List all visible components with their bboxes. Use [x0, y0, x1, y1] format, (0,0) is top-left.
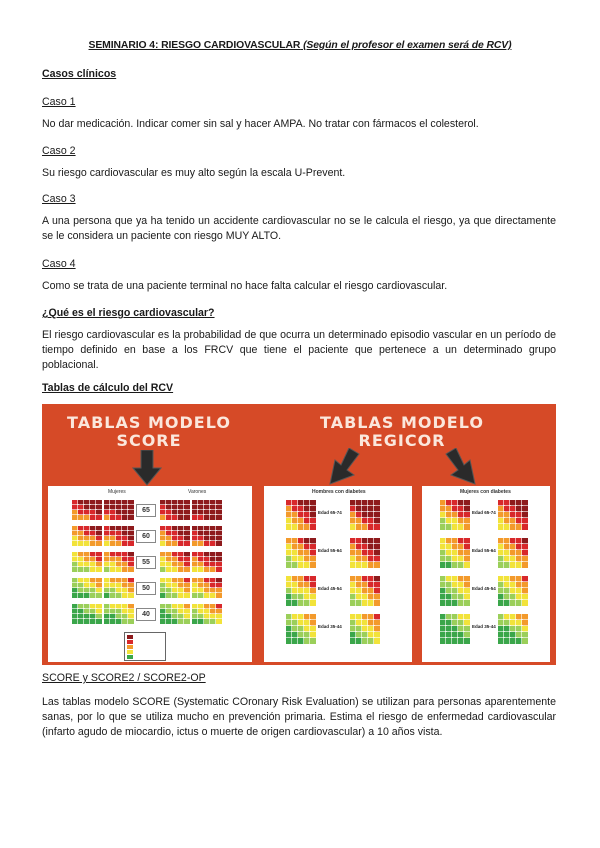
regicor-risk-cell: [310, 524, 316, 530]
regicor-age-label: Edad 55-64: [318, 548, 342, 553]
regicor-risk-cell: [464, 524, 470, 530]
regicor-risk-cell: [374, 562, 380, 568]
definition-heading: ¿Qué es el riesgo cardiovascular?: [42, 307, 215, 319]
score-risk-cell: [216, 593, 222, 598]
score-risk-cell: [184, 567, 190, 572]
regicor-risk-cell: [374, 524, 380, 530]
regicor-age-label: Edad 55-64: [472, 548, 496, 553]
score-age-label: 50: [136, 582, 156, 595]
regicor-risk-cell: [310, 562, 316, 568]
arrow-down-right-icon: [444, 448, 478, 486]
score-table-image: [48, 486, 252, 662]
regicor-risk-cell: [374, 600, 380, 606]
score-risk-cell: [184, 593, 190, 598]
score-risk-cell: [96, 515, 102, 520]
definition-text: El riesgo cardiovascular es la probabilidad de que ocurra un determinado episodio vascular en un período de tiempo definido en base a los FRCV que tiene el paciente que pertenece a un determinado grupo poblacional.: [42, 329, 556, 371]
regicor-risk-cell: [522, 562, 528, 568]
score-risk-cell: [128, 567, 134, 572]
page-title: [0, 40, 600, 51]
score-title-line-2: SCORE: [116, 431, 182, 450]
regicor-risk-cell: [464, 600, 470, 606]
case-2-label: Caso 2: [42, 145, 76, 157]
regicor-risk-cell: [374, 638, 380, 644]
regicor-age-label: Edad 35-44: [318, 624, 342, 629]
case-3-text: A una persona que ya ha tenido un accidente cardiovascular no se le calcula el riesgo, ya que directamente se le considera un paciente con riesgo MUY ALTO.: [42, 215, 556, 242]
score-risk-cell: [216, 515, 222, 520]
score-risk-cell: [184, 541, 190, 546]
title-note: (Según el profesor el examen será de RCV): [303, 40, 512, 51]
regicor-risk-cell: [522, 638, 528, 644]
score-risk-cell: [216, 541, 222, 546]
case-1-label: Caso 1: [42, 96, 76, 108]
rcv-tables-infographic: [42, 404, 556, 665]
regicor-risk-cell: [310, 638, 316, 644]
score-risk-cell: [216, 567, 222, 572]
case-2-text: Su riesgo cardiovascular es muy alto según la escala U-Prevent.: [42, 167, 346, 179]
score-risk-cell: [128, 593, 134, 598]
tables-heading: Tablas de cálculo del RCV: [42, 382, 174, 394]
score-risk-cell: [184, 619, 190, 624]
score-risk-cell: [128, 541, 134, 546]
regicor-age-label: Edad 35-44: [472, 624, 496, 629]
score-men-label: Varones: [188, 489, 207, 495]
case-3-label: Caso 3: [42, 193, 76, 205]
score-age-label: 65: [136, 504, 156, 517]
score-risk-cell: [96, 541, 102, 546]
score-title-line-1: TABLAS MODELO: [67, 413, 231, 432]
regicor-title-line-1: TABLAS MODELO: [320, 413, 484, 432]
score-risk-cell: [184, 515, 190, 520]
score-section-text: Las tablas modelo SCORE (Systematic COronary Risk Evaluation) se utilizan para personas aparentemente sanas, por lo que se utiliza mucho en prevención primaria. Estima el riesgo de enfermedad cardiovascular (infarto agudo de miocardio, ictus o muerte de origen cardiovascular) a 10 años vista.: [42, 696, 556, 738]
score-age-label: 55: [136, 556, 156, 569]
score-tables-title: [54, 414, 244, 450]
score-legend: [124, 632, 166, 661]
regicor-title-line-2: REGICOR: [358, 431, 446, 450]
score-risk-cell: [216, 619, 222, 624]
regicor-risk-cell: [464, 562, 470, 568]
score-risk-cell: [128, 515, 134, 520]
regicor-tables-title: [312, 414, 492, 450]
title-main: SEMINARIO 4: RIESGO CARDIOVASCULAR: [88, 40, 301, 51]
clinical-cases-heading: Casos clínicos: [42, 68, 117, 80]
score-age-label: 40: [136, 608, 156, 621]
case-4-text: Como se trata de una paciente terminal no hace falta calcular el riesgo cardiovascular.: [42, 280, 448, 292]
score-section-heading: SCORE y SCORE2 / SCORE2-OP: [42, 672, 206, 684]
case-4-label: Caso 4: [42, 258, 76, 270]
score-risk-cell: [96, 593, 102, 598]
score-risk-cell: [128, 619, 134, 624]
regicor-age-label: Edad 65-74: [472, 510, 496, 515]
score-age-label: 60: [136, 530, 156, 543]
regicor-age-label: Edad 45-54: [318, 586, 342, 591]
score-risk-cell: [96, 619, 102, 624]
score-risk-cell: [96, 567, 102, 572]
regicor-women-table-image: [422, 486, 550, 662]
regicor-risk-cell: [522, 600, 528, 606]
regicor-risk-cell: [464, 638, 470, 644]
regicor-men-title: Hombres con diabetes: [312, 489, 366, 495]
regicor-age-label: Edad 45-54: [472, 586, 496, 591]
arrow-down-left-icon: [327, 448, 361, 486]
regicor-risk-cell: [310, 600, 316, 606]
regicor-risk-cell: [522, 524, 528, 530]
regicor-women-title: Mujeres con diabetes: [460, 489, 511, 495]
case-1-text: No dar medicación. Indicar comer sin sal y hacer AMPA. No tratar con fármacos el colesterol.: [42, 118, 479, 130]
regicor-men-table-image: [264, 486, 412, 662]
regicor-age-label: Edad 65-74: [318, 510, 342, 515]
arrow-down-icon: [132, 450, 162, 486]
score-women-label: Mujeres: [108, 489, 126, 495]
